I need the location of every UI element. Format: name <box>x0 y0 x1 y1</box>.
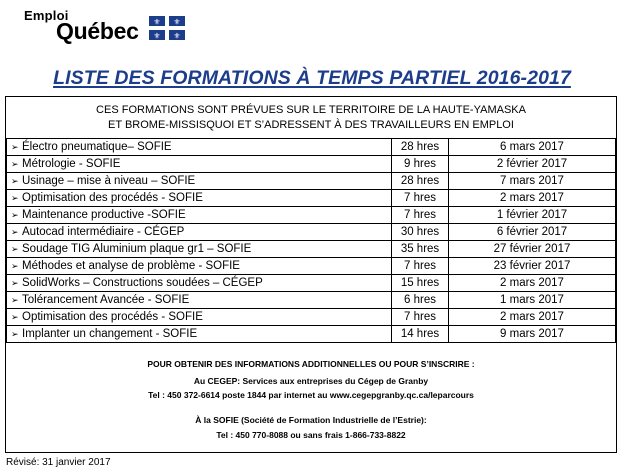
formation-hours: 28 hres <box>392 173 449 190</box>
formation-date: 27 février 2017 <box>449 241 616 258</box>
bullet-arrow-icon: ➢ <box>11 159 19 169</box>
info-sofie-tel: Tel : 450 770-8088 ou sans frais 1-866-733-8822 <box>216 430 406 440</box>
formation-name: Implanter un changement - SOFIE <box>22 328 198 340</box>
table-row <box>7 241 616 258</box>
formation-date: 23 février 2017 <box>449 258 616 275</box>
formation-date: 2 mars 2017 <box>449 190 616 207</box>
intro-line-1: CES FORMATIONS SONT PRÉVUES SUR LE TERRITOIRE DE LA HAUTE-YAMASKA <box>96 104 526 116</box>
formation-name-cell <box>7 326 392 343</box>
formation-date: 6 mars 2017 <box>449 139 616 156</box>
revised-date: Révisé: 31 janvier 2017 <box>6 457 111 468</box>
table-row <box>7 275 616 292</box>
formation-name-cell <box>7 156 392 173</box>
formation-name-cell <box>7 224 392 241</box>
bullet-arrow-icon: ➢ <box>11 261 19 271</box>
table-row <box>7 258 616 275</box>
quebec-flag-icon <box>149 16 185 40</box>
table-row <box>7 326 616 343</box>
formation-name: Usinage – mise à niveau – SOFIE <box>22 175 196 187</box>
page-title: LISTE DES FORMATIONS À TEMPS PARTIEL 2016-2017 <box>53 67 571 89</box>
formation-hours: 35 hres <box>392 241 449 258</box>
formation-date: 2 mars 2017 <box>449 309 616 326</box>
formation-name: Métrologie - SOFIE <box>22 158 121 170</box>
table-row <box>7 156 616 173</box>
intro-line-2: ET BROME-MISSISQUOI ET S’ADRESSENT À DES TRAVAILLEURS EN EMPLOI <box>108 119 514 131</box>
logo-quebec-text: Québec <box>56 18 139 44</box>
table-row <box>7 224 616 241</box>
info-heading: POUR OBTENIR DES INFORMATIONS ADDITIONNELLES OU POUR S’INSCRIRE : <box>147 359 475 369</box>
svg-text:⚜: ⚜ <box>173 17 181 27</box>
formation-name-cell <box>7 173 392 190</box>
bullet-arrow-icon: ➢ <box>11 176 19 186</box>
info-cegep-tel: Tel : 450 372-6614 poste 1844 par internet au www.cegepgranby.qc.ca/leparcours <box>148 390 474 400</box>
formation-name-cell <box>7 292 392 309</box>
formation-hours: 14 hres <box>392 326 449 343</box>
formation-date: 2 février 2017 <box>449 156 616 173</box>
table-row <box>7 292 616 309</box>
table-row <box>7 190 616 207</box>
formations-table <box>6 138 616 343</box>
svg-text:⚜: ⚜ <box>173 31 181 40</box>
logo-emploi-text: Emploi <box>24 8 69 23</box>
formation-name: Tolérancement Avancée - SOFIE <box>22 294 190 306</box>
formation-date: 7 mars 2017 <box>449 173 616 190</box>
formation-hours: 7 hres <box>392 207 449 224</box>
formation-name: Méthodes et analyse de problème - SOFIE <box>22 260 240 272</box>
table-row <box>7 309 616 326</box>
table-row <box>7 139 616 156</box>
formation-hours: 6 hres <box>392 292 449 309</box>
formation-date: 6 février 2017 <box>449 224 616 241</box>
formation-hours: 9 hres <box>392 156 449 173</box>
formation-hours: 7 hres <box>392 190 449 207</box>
table-row <box>7 207 616 224</box>
bullet-arrow-icon: ➢ <box>11 210 19 220</box>
formation-name-cell <box>7 190 392 207</box>
formation-name-cell <box>7 258 392 275</box>
formation-name: Optimisation des procédés - SOFIE <box>22 311 203 323</box>
formation-name: Autocad intermédiaire - CÉGEP <box>22 226 185 238</box>
formation-name: Soudage TIG Aluminium plaque gr1 – SOFIE <box>22 243 252 255</box>
bullet-arrow-icon: ➢ <box>11 193 19 203</box>
formation-date: 2 mars 2017 <box>449 275 616 292</box>
formation-name-cell <box>7 275 392 292</box>
formation-name: Optimisation des procédés - SOFIE <box>22 192 203 204</box>
bullet-arrow-icon: ➢ <box>11 227 19 237</box>
bullet-arrow-icon: ➢ <box>11 312 19 322</box>
info-sofie: À la SOFIE (Société de Formation Industrielle de l’Estrie): <box>195 415 427 425</box>
formation-hours: 7 hres <box>392 258 449 275</box>
bullet-arrow-icon: ➢ <box>11 244 19 254</box>
svg-text:⚜: ⚜ <box>153 31 161 40</box>
formation-name-cell <box>7 207 392 224</box>
formation-name: Électro pneumatique– SOFIE <box>22 141 172 153</box>
bullet-arrow-icon: ➢ <box>11 142 19 152</box>
formation-date: 1 mars 2017 <box>449 292 616 309</box>
formation-name-cell <box>7 139 392 156</box>
formation-date: 9 mars 2017 <box>449 326 616 343</box>
formation-hours: 28 hres <box>392 139 449 156</box>
formation-name-cell <box>7 309 392 326</box>
formation-hours: 15 hres <box>392 275 449 292</box>
table-row <box>7 173 616 190</box>
formation-name: SolidWorks – Constructions soudées – CÉGEP <box>22 277 263 289</box>
formation-hours: 30 hres <box>392 224 449 241</box>
formations-frame <box>5 96 617 453</box>
formation-hours: 7 hres <box>392 309 449 326</box>
formation-date: 1 février 2017 <box>449 207 616 224</box>
bullet-arrow-icon: ➢ <box>11 295 19 305</box>
info-cegep: Au CEGEP: Services aux entreprises du Cégep de Granby <box>193 376 429 386</box>
bullet-arrow-icon: ➢ <box>11 278 19 288</box>
formation-name: Maintenance productive -SOFIE <box>22 209 186 221</box>
svg-text:⚜: ⚜ <box>153 17 161 27</box>
bullet-arrow-icon: ➢ <box>11 329 19 339</box>
formation-name-cell <box>7 241 392 258</box>
